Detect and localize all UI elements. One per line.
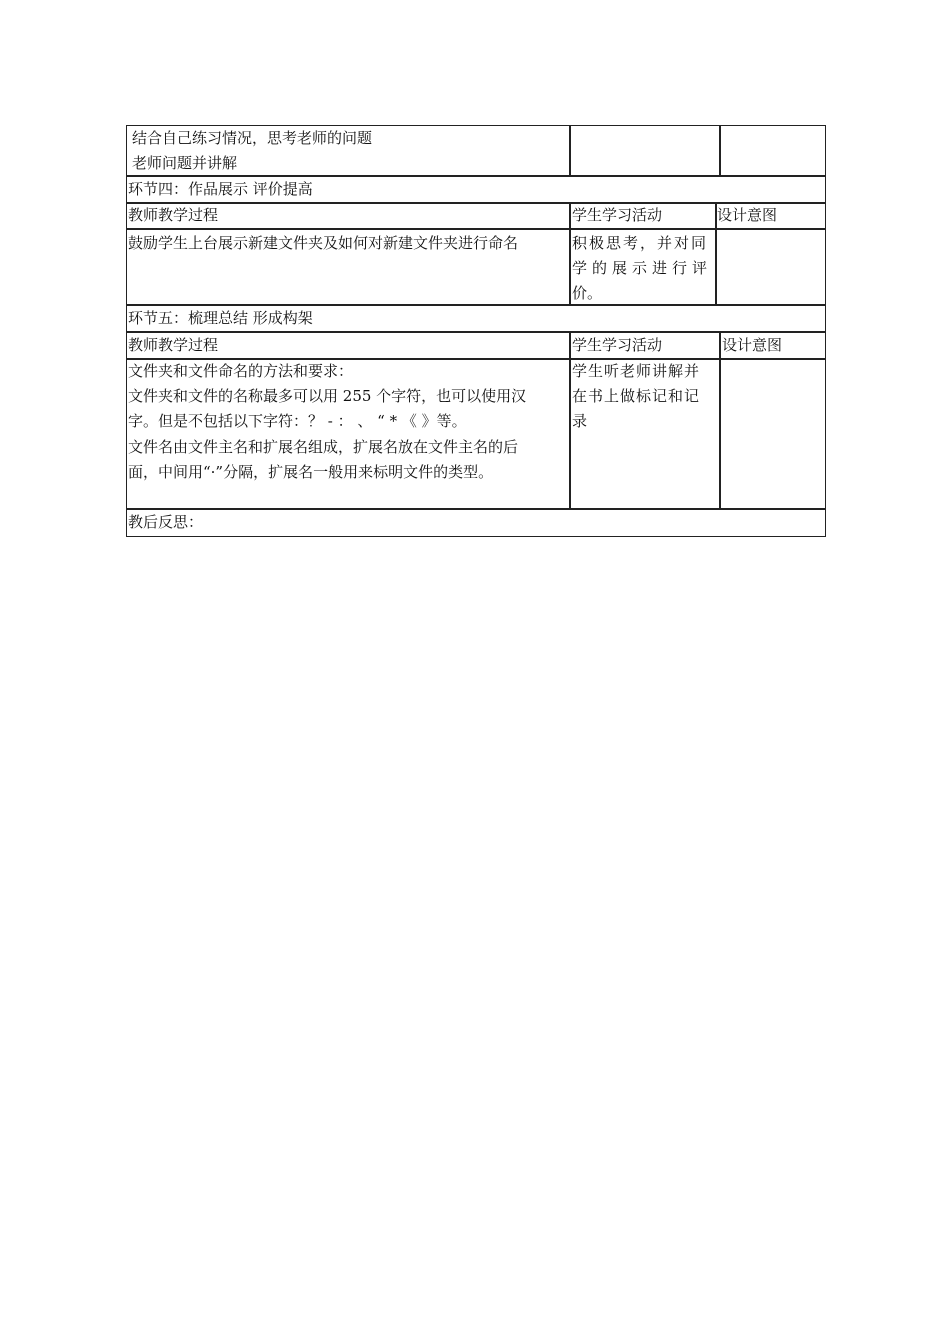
section5-header-design-label: 设计意图 bbox=[722, 336, 783, 354]
section4-header-design-label: 设计意图 bbox=[717, 206, 778, 224]
section5-teacher-line-3: 字。但是不包括以下字符：？ - ： 、 “ * 《 》等。 bbox=[128, 412, 467, 430]
section4-header-student-label: 学生学习活动 bbox=[572, 206, 663, 224]
section5-header-student-label: 学生学习活动 bbox=[572, 336, 663, 354]
section5-student-line-1: 学生听老师讲解并 bbox=[572, 362, 701, 380]
section5-student-line-3: 录 bbox=[572, 412, 588, 430]
section5-header-teacher-label: 教师教学过程 bbox=[128, 336, 219, 354]
section5-teacher-line-2: 文件夹和文件的名称最多可以用 255 个字符，也可以使用汉 bbox=[128, 387, 527, 405]
row1-line2: 老师问题并讲解 bbox=[132, 154, 238, 172]
section5-teacher-line-4: 文件名由文件主名和扩展名组成，扩展名放在文件主名的后 bbox=[128, 438, 519, 456]
section5-teacher-line-5: 面，中间用“·”分隔，扩展名一般用来标明文件的类型。 bbox=[128, 463, 494, 481]
section5-title: 环节五：梳理总结 形成构架 bbox=[128, 309, 313, 327]
reflection-label: 教后反思： bbox=[128, 513, 204, 531]
section5-content-design bbox=[719, 358, 826, 510]
row1-col3 bbox=[719, 125, 826, 177]
section4-teacher-text: 鼓励学生上台展示新建文件夹及如何对新建文件夹进行命名 bbox=[128, 234, 519, 252]
row1-col2 bbox=[569, 125, 721, 177]
section4-content-design bbox=[715, 228, 826, 306]
section5-teacher-line-1: 文件夹和文件命名的方法和要求： bbox=[128, 362, 354, 380]
section4-student-line-1: 积极思考，并对同 bbox=[572, 234, 709, 252]
section4-header-teacher-label: 教师教学过程 bbox=[128, 206, 219, 224]
section4-student-line-2: 学的展示进行评 bbox=[572, 259, 713, 277]
row1-line1: 结合自己练习情况，思考老师的问题 bbox=[132, 129, 373, 147]
section4-student-line-3: 价。 bbox=[572, 284, 603, 302]
reflection-cell bbox=[126, 508, 826, 537]
section4-title: 环节四：作品展示 评价提高 bbox=[128, 180, 313, 198]
section5-student-line-2: 在书上做标记和记 bbox=[572, 387, 701, 405]
